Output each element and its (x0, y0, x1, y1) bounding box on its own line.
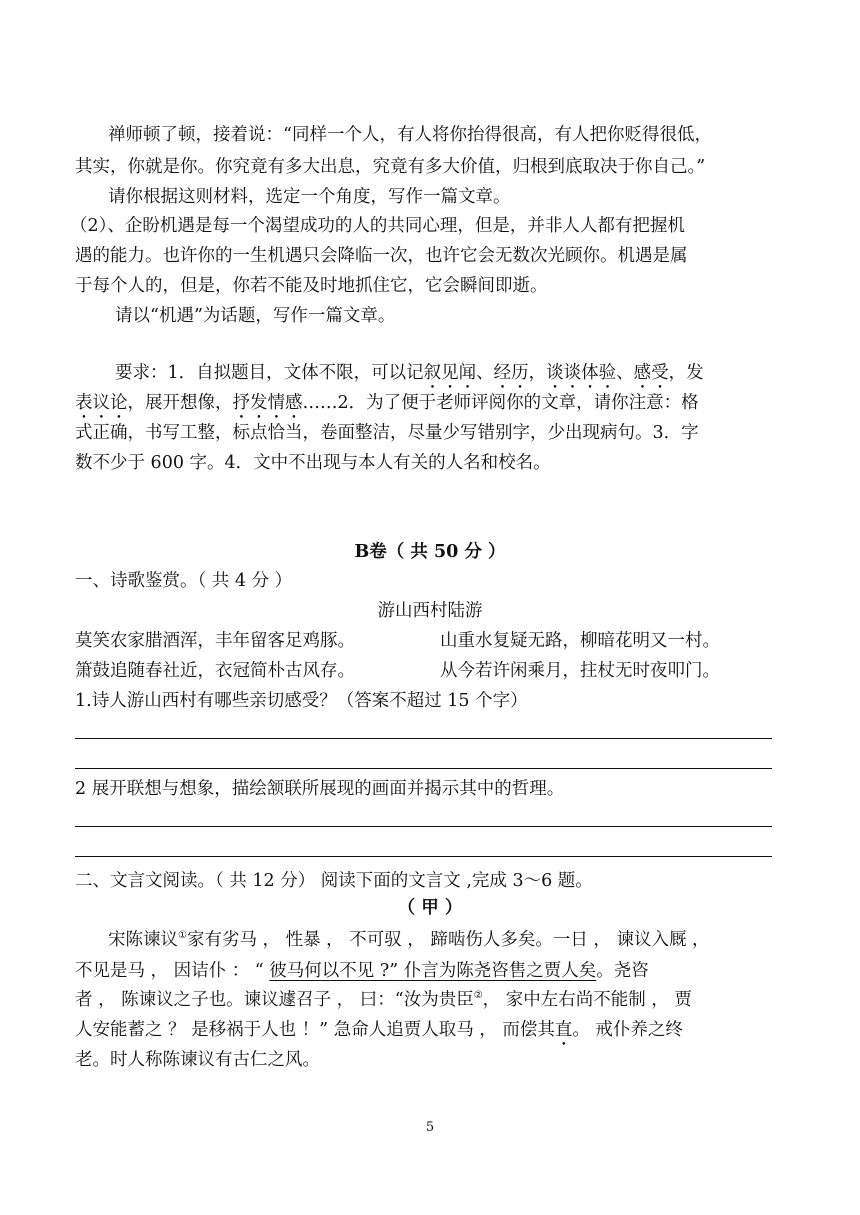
material-line-2: 其实，你就是你。你究竟有多大出息，究竟有多大价值，归根到底取决于你自己。” (75, 157, 706, 177)
answer-line[interactable] (75, 768, 772, 769)
topic2-instruction: 请以“机遇”为话题，写作一篇文章。 (115, 306, 396, 326)
material-instruction: 请你根据这则材料，选定一个角度，写作一篇文章。 (108, 187, 511, 207)
underlined-sentence: 彼马何以不见 ?” 仆言为陈尧咨售之贾人矣 (269, 961, 597, 981)
topic2-line-1: （2）、企盼机遇是每一个渴望成功的人的共同心理，但是，并非人人都有把握机 (70, 216, 685, 236)
emphasis-text: 表议论 (75, 393, 128, 413)
requirements-line-3: 式正确，书写工整，标点恰当，卷面整洁，尽量少写错别字，少出现病句。3．字 (75, 423, 699, 443)
answer-line[interactable] (75, 738, 772, 739)
material-line-1: 禅师顿了顿，接着说：“同样一个人，有人将你抬得很高，有人把你贬得很低， (108, 125, 712, 145)
question-1: 1.诗人游山西村有哪些亲切感受？（答案不超过 15 个字） (75, 691, 528, 711)
passage-line-5: 老。时人称陈谏议有古仁之风。 (75, 1050, 320, 1070)
poem-line-2b: 从今若许闲乘月，拄杖无时夜叩门。 (440, 661, 720, 681)
answer-line[interactable] (75, 826, 772, 827)
passage-jia-label: （ 甲 ） (397, 898, 463, 918)
passage-line-3: 者 ， 陈谏议之子也。谏议遽召子 ， 曰：“汝为贵臣②， 家中左右尚不能制 ， 贾 (75, 990, 692, 1010)
section-b-title: B卷（ 共 50 分 ） (354, 542, 506, 562)
emphasis-text: 叙见闻、经历 (423, 363, 529, 383)
emphasis-text: 直 (554, 1020, 573, 1040)
answer-line[interactable] (75, 856, 772, 857)
topic2-line-2: 遇的能力。也许你的一生机遇只会降临一次，也许它会无数次光顾你。机遇是属 (75, 246, 688, 266)
poem-line-2a: 箫鼓追随春社近，衣冠简朴古风存。 (75, 661, 355, 681)
passage-line-4: 人安能蓄之 ？ 是移祸于人也 ！” 急命人追贾人取马 ， 而偿其直。 戒仆养之终 (75, 1020, 683, 1040)
emphasis-text: 抒发情感 (232, 393, 303, 413)
page-number: 5 (425, 1120, 435, 1135)
passage-line-2: 不见是马 ， 因诘仆 ： “ 彼马何以不见 ?” 仆言为陈尧咨售之贾人矣。尧咨 (75, 961, 649, 981)
question-2: 2 展开联想与想象，描绘颔联所展现的画面并揭示其中的哲理。 (75, 779, 565, 799)
requirements-line-1: 要求：1．自拟题目，文体不限，可以记叙见闻、经历，谈谈体验、感受，发 (115, 363, 704, 383)
classical-heading: 二、文言文阅读。（ 共 12 分） 阅读下面的文言文 ,完成 3～6 题。 (75, 871, 593, 891)
topic2-line-3: 于每个人的，但是，你若不能及时地抓住它，它会瞬间即逝。 (75, 276, 548, 296)
poem-line-1b: 山重水复疑无路，柳暗花明又一村。 (440, 631, 720, 651)
passage-line-1: 宋陈谏议①家有劣马 ， 性暴 ， 不可驭 ， 蹄啮伤人多矣。一日 ， 谏议入厩 ， (108, 930, 710, 950)
poetry-heading: 一、诗歌鉴赏。（ 共 4 分 ） (75, 571, 293, 591)
footnote-marker: ① (178, 930, 187, 942)
requirements-line-2: 表议论，展开想像，抒发情感……2．为了便于老师评阅你的文章，请你注意：格 (75, 393, 699, 413)
emphasis-text: 谈谈体验、感受 (546, 363, 669, 383)
requirements-line-4: 数不少于 600 字。4．文中不出现与本人有关的人名和校名。 (75, 453, 551, 473)
footnote-marker: ② (473, 990, 483, 1002)
poem-title: 游山西村陆游 (377, 601, 483, 621)
poem-line-1a: 莫笑农家腊酒浑，丰年留客足鸡豚。 (75, 631, 355, 651)
